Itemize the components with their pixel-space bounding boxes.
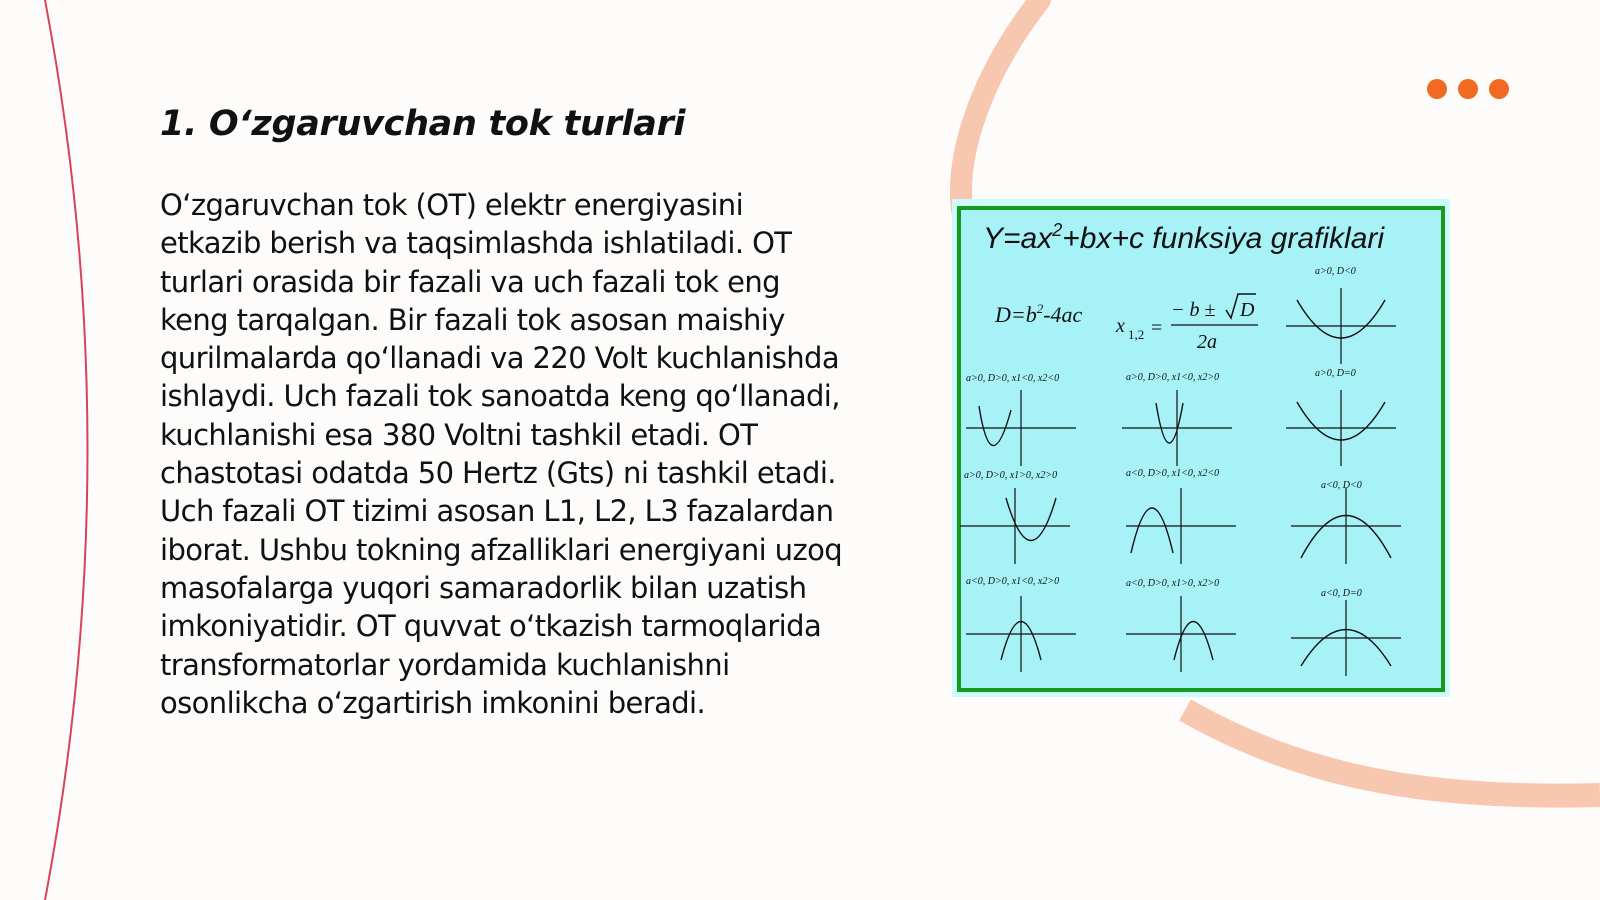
root-formula-lhs: x <box>1116 315 1125 337</box>
graph-label: a>0, D<0 <box>1315 266 1356 277</box>
root-formula-subscript: 1,2 <box>1128 327 1145 342</box>
graph-label: a>0, D>0, x1<0, x2>0 <box>1126 372 1220 383</box>
orange-arc-lower <box>1185 710 1600 796</box>
graph-label: a<0, D>0, x1>0, x2>0 <box>1126 578 1220 589</box>
root-formula-numerator: − b ± <box>1171 299 1216 321</box>
graph-label: a<0, D>0, x1<0, x2<0 <box>1126 468 1220 479</box>
graph-label: a>0, D>0, x1<0, x2<0 <box>966 373 1060 384</box>
slide-body-text: O‘zgaruvchan tok (OT) elektr energiyasini etkazib berish va taqsimlashda ishlatiladi. OT turlari orasida bir fazali va uch fazali tok eng keng tarqalgan. Bir fazali tok asosan maishiy qurilmalarda qo‘llanadi va 220 Volt kuchlanishda ishlaydi. Uch fazali tok sanoatda keng qo‘llanadi, kuchlanishi esa 380 Voltni tashkil etadi. OT chastotasi odatda 50 Hertz (Gts) ni tashkil etadi. Uch fazali OT tizimi asosan L1, L2, L3 fazalardan iborat. Ushbu tokning afzalliklari energiyani uzoq masofalarga yuqori samaradorlik bilan uzatish imkoniyatidir. OT quvvat o‘tkazish tarmoqlarida transformatorlar yordamida kuchlanishni osonlikcha o‘zgartirish imkonini beradi. <box>160 188 843 720</box>
decorative-dots <box>1427 79 1509 99</box>
dot-1 <box>1427 79 1447 99</box>
discriminant-formula: $D=b^2-4ac$ <box>995 301 1083 327</box>
root-formula-equals: = <box>1151 317 1163 339</box>
graph-label: a<0, D<0 <box>1321 480 1362 491</box>
slide-title: 1. O‘zgaruvchan tok turlari <box>160 104 686 144</box>
graph-label: a<0, D=0 <box>1321 588 1362 599</box>
left-curve-line <box>45 0 88 900</box>
dot-3 <box>1489 79 1509 99</box>
graph-label: a>0, D=0 <box>1315 368 1356 379</box>
orange-arc-upper <box>961 0 1040 210</box>
dot-2 <box>1458 79 1478 99</box>
figure-frame <box>959 208 1443 690</box>
quadratic-graphs-image <box>951 198 1451 698</box>
root-formula-sqrt-arg: D <box>1240 299 1255 321</box>
graph-label: a<0, D>0, x1<0, x2>0 <box>966 576 1060 587</box>
quadratic-graphs-figure <box>951 198 1451 698</box>
root-formula-denominator: 2a <box>1197 331 1217 353</box>
graph-label: a>0, D>0, x1>0, x2>0 <box>964 470 1058 481</box>
figure-heading: $Y=ax^2+bx+c$ funksiya grafiklari <box>983 220 1385 255</box>
